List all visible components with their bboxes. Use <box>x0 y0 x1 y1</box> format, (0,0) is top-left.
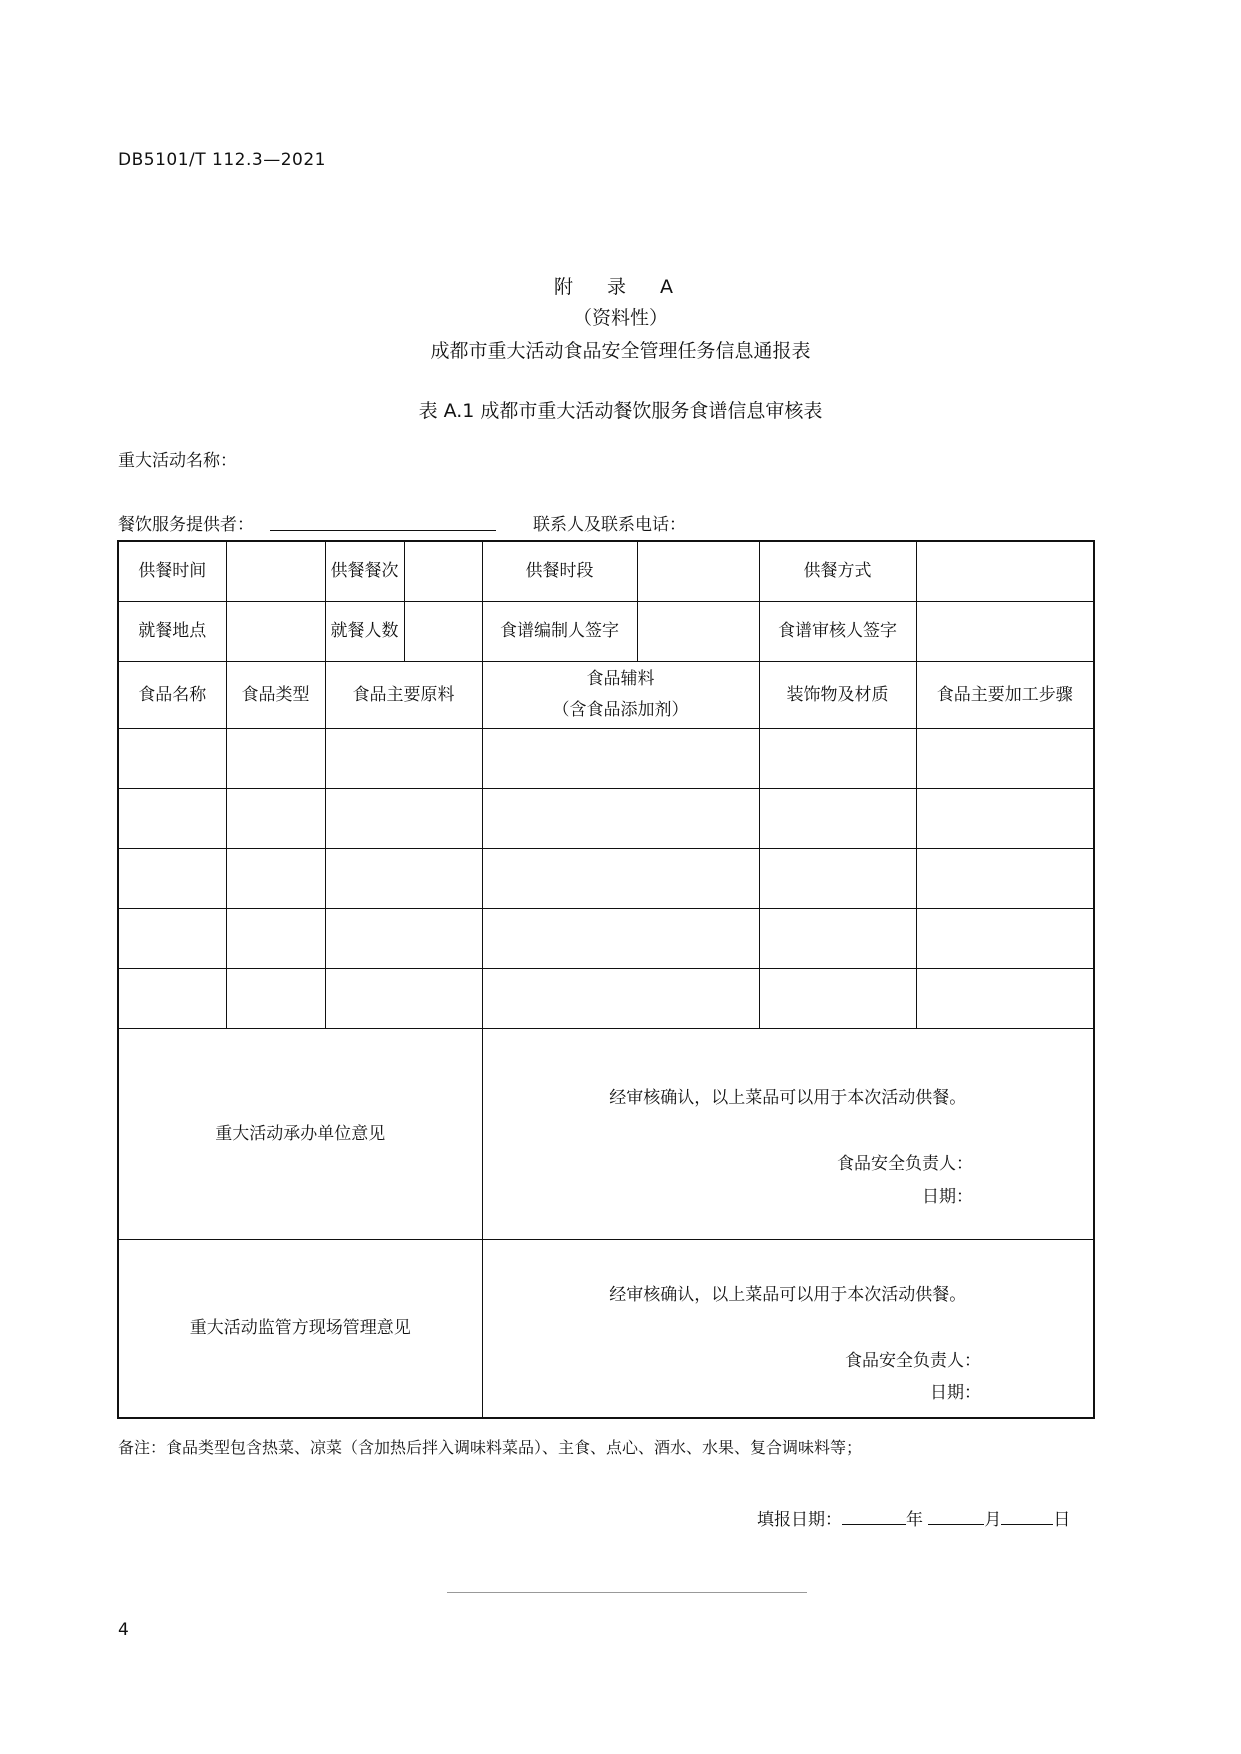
regulator-opinion-label: 重大活动监管方现场管理意见 <box>118 1240 482 1419</box>
organizer-opinion-cell[interactable] <box>482 1029 1094 1240</box>
table-row <box>118 602 1094 662</box>
meal-sequence-cell[interactable] <box>404 541 482 602</box>
contact-label: 联系人及联系电话： <box>533 515 686 535</box>
regulator-opinion-row <box>118 1240 1094 1419</box>
recipe-author-signature-label: 食谱编制人签字 <box>482 602 637 662</box>
organizer-opinion-row <box>118 1029 1094 1240</box>
data-cell[interactable] <box>325 969 482 1029</box>
data-cell[interactable] <box>118 969 226 1029</box>
appendix-label: 附 录 A <box>553 276 688 298</box>
data-cell[interactable] <box>759 909 916 969</box>
data-cell[interactable] <box>759 969 916 1029</box>
data-cell[interactable] <box>325 789 482 849</box>
table-header-row <box>118 662 1094 729</box>
page-number: 4 <box>118 1620 129 1640</box>
data-cell[interactable] <box>226 909 325 969</box>
table-row <box>118 969 1094 1029</box>
organizer-responsible-label: 食品安全负责人： <box>837 1154 973 1174</box>
year-blank[interactable] <box>842 1510 906 1525</box>
remark-note: 备注：食品类型包含热菜、凉菜（含加热后拌入调味料菜品）、主食、点心、酒水、水果、复合调味料等； <box>118 1438 863 1457</box>
diner-count-label: 就餐人数 <box>325 602 404 662</box>
data-cell[interactable] <box>118 729 226 789</box>
footer-rule <box>447 1592 807 1593</box>
data-cell[interactable] <box>325 849 482 909</box>
fill-date-label: 填报日期： <box>757 1510 842 1530</box>
dining-location-cell[interactable] <box>226 602 325 662</box>
meal-time-label: 供餐时间 <box>118 541 226 602</box>
regulator-confirm-text: 经审核确认，以上菜品可以用于本次活动供餐。 <box>609 1285 967 1305</box>
col-food-type: 食品类型 <box>226 662 325 729</box>
data-cell[interactable] <box>759 849 916 909</box>
data-cell[interactable] <box>226 849 325 909</box>
table-row <box>118 909 1094 969</box>
col-auxiliary-ingredients-line2: （含食品添加剂） <box>552 700 689 720</box>
col-decoration-material: 装饰物及材质 <box>759 662 916 729</box>
appendix-nature: （资料性） <box>572 307 668 329</box>
data-cell[interactable] <box>226 969 325 1029</box>
diner-count-cell[interactable] <box>404 602 482 662</box>
provider-label: 餐饮服务提供者： <box>118 515 254 535</box>
data-cell[interactable] <box>325 729 482 789</box>
dining-location-label: 就餐地点 <box>118 602 226 662</box>
fill-date <box>757 1505 1070 1530</box>
data-cell[interactable] <box>916 909 1094 969</box>
event-name-label: 重大活动名称： <box>118 451 237 471</box>
data-cell[interactable] <box>759 789 916 849</box>
regulator-responsible-label: 食品安全负责人： <box>845 1351 981 1371</box>
meal-period-cell[interactable] <box>637 541 759 602</box>
recipe-author-signature-cell[interactable] <box>637 602 759 662</box>
month-label: 月 <box>984 1510 1002 1530</box>
table-row <box>118 789 1094 849</box>
regulator-date-label: 日期： <box>930 1383 981 1403</box>
document-code: DB5101/T 112.3—2021 <box>118 150 326 170</box>
table-row <box>118 541 1094 602</box>
recipe-reviewer-signature-cell[interactable] <box>916 602 1094 662</box>
year-label: 年 <box>906 1510 923 1530</box>
table-title: 表 A.1 成都市重大活动餐饮服务食谱信息审核表 <box>418 400 823 422</box>
meal-method-cell[interactable] <box>916 541 1094 602</box>
day-label: 日 <box>1053 1510 1071 1530</box>
table-row <box>118 849 1094 909</box>
col-main-ingredients: 食品主要原料 <box>325 662 482 729</box>
data-cell[interactable] <box>916 789 1094 849</box>
regulator-opinion-cell[interactable] <box>482 1240 1094 1419</box>
month-blank[interactable] <box>928 1510 984 1525</box>
col-auxiliary-ingredients <box>482 662 759 729</box>
meal-time-cell[interactable] <box>226 541 325 602</box>
data-cell[interactable] <box>482 789 759 849</box>
data-cell[interactable] <box>226 789 325 849</box>
col-food-name: 食品名称 <box>118 662 226 729</box>
data-cell[interactable] <box>916 729 1094 789</box>
meal-period-label: 供餐时段 <box>482 541 637 602</box>
table-row <box>118 729 1094 789</box>
data-cell[interactable] <box>482 909 759 969</box>
data-cell[interactable] <box>482 849 759 909</box>
data-cell[interactable] <box>482 729 759 789</box>
organizer-date-label: 日期： <box>922 1187 973 1207</box>
provider-blank-line[interactable] <box>270 530 496 531</box>
data-cell[interactable] <box>118 849 226 909</box>
meal-sequence-label: 供餐餐次 <box>325 541 404 602</box>
data-cell[interactable] <box>118 909 226 969</box>
meal-method-label: 供餐方式 <box>759 541 916 602</box>
data-cell[interactable] <box>759 729 916 789</box>
data-cell[interactable] <box>916 969 1094 1029</box>
data-cell[interactable] <box>916 849 1094 909</box>
day-blank[interactable] <box>1001 1510 1053 1525</box>
recipe-review-table <box>117 540 1095 1419</box>
col-processing-steps: 食品主要加工步骤 <box>916 662 1094 729</box>
recipe-reviewer-signature-label: 食谱审核人签字 <box>759 602 916 662</box>
appendix-title: 成都市重大活动食品安全管理任务信息通报表 <box>430 340 811 362</box>
data-cell[interactable] <box>226 729 325 789</box>
data-cell[interactable] <box>482 969 759 1029</box>
data-cell[interactable] <box>325 909 482 969</box>
organizer-opinion-label: 重大活动承办单位意见 <box>118 1029 482 1240</box>
organizer-confirm-text: 经审核确认，以上菜品可以用于本次活动供餐。 <box>609 1088 967 1108</box>
data-cell[interactable] <box>118 789 226 849</box>
col-auxiliary-ingredients-line1: 食品辅料 <box>586 669 655 690</box>
